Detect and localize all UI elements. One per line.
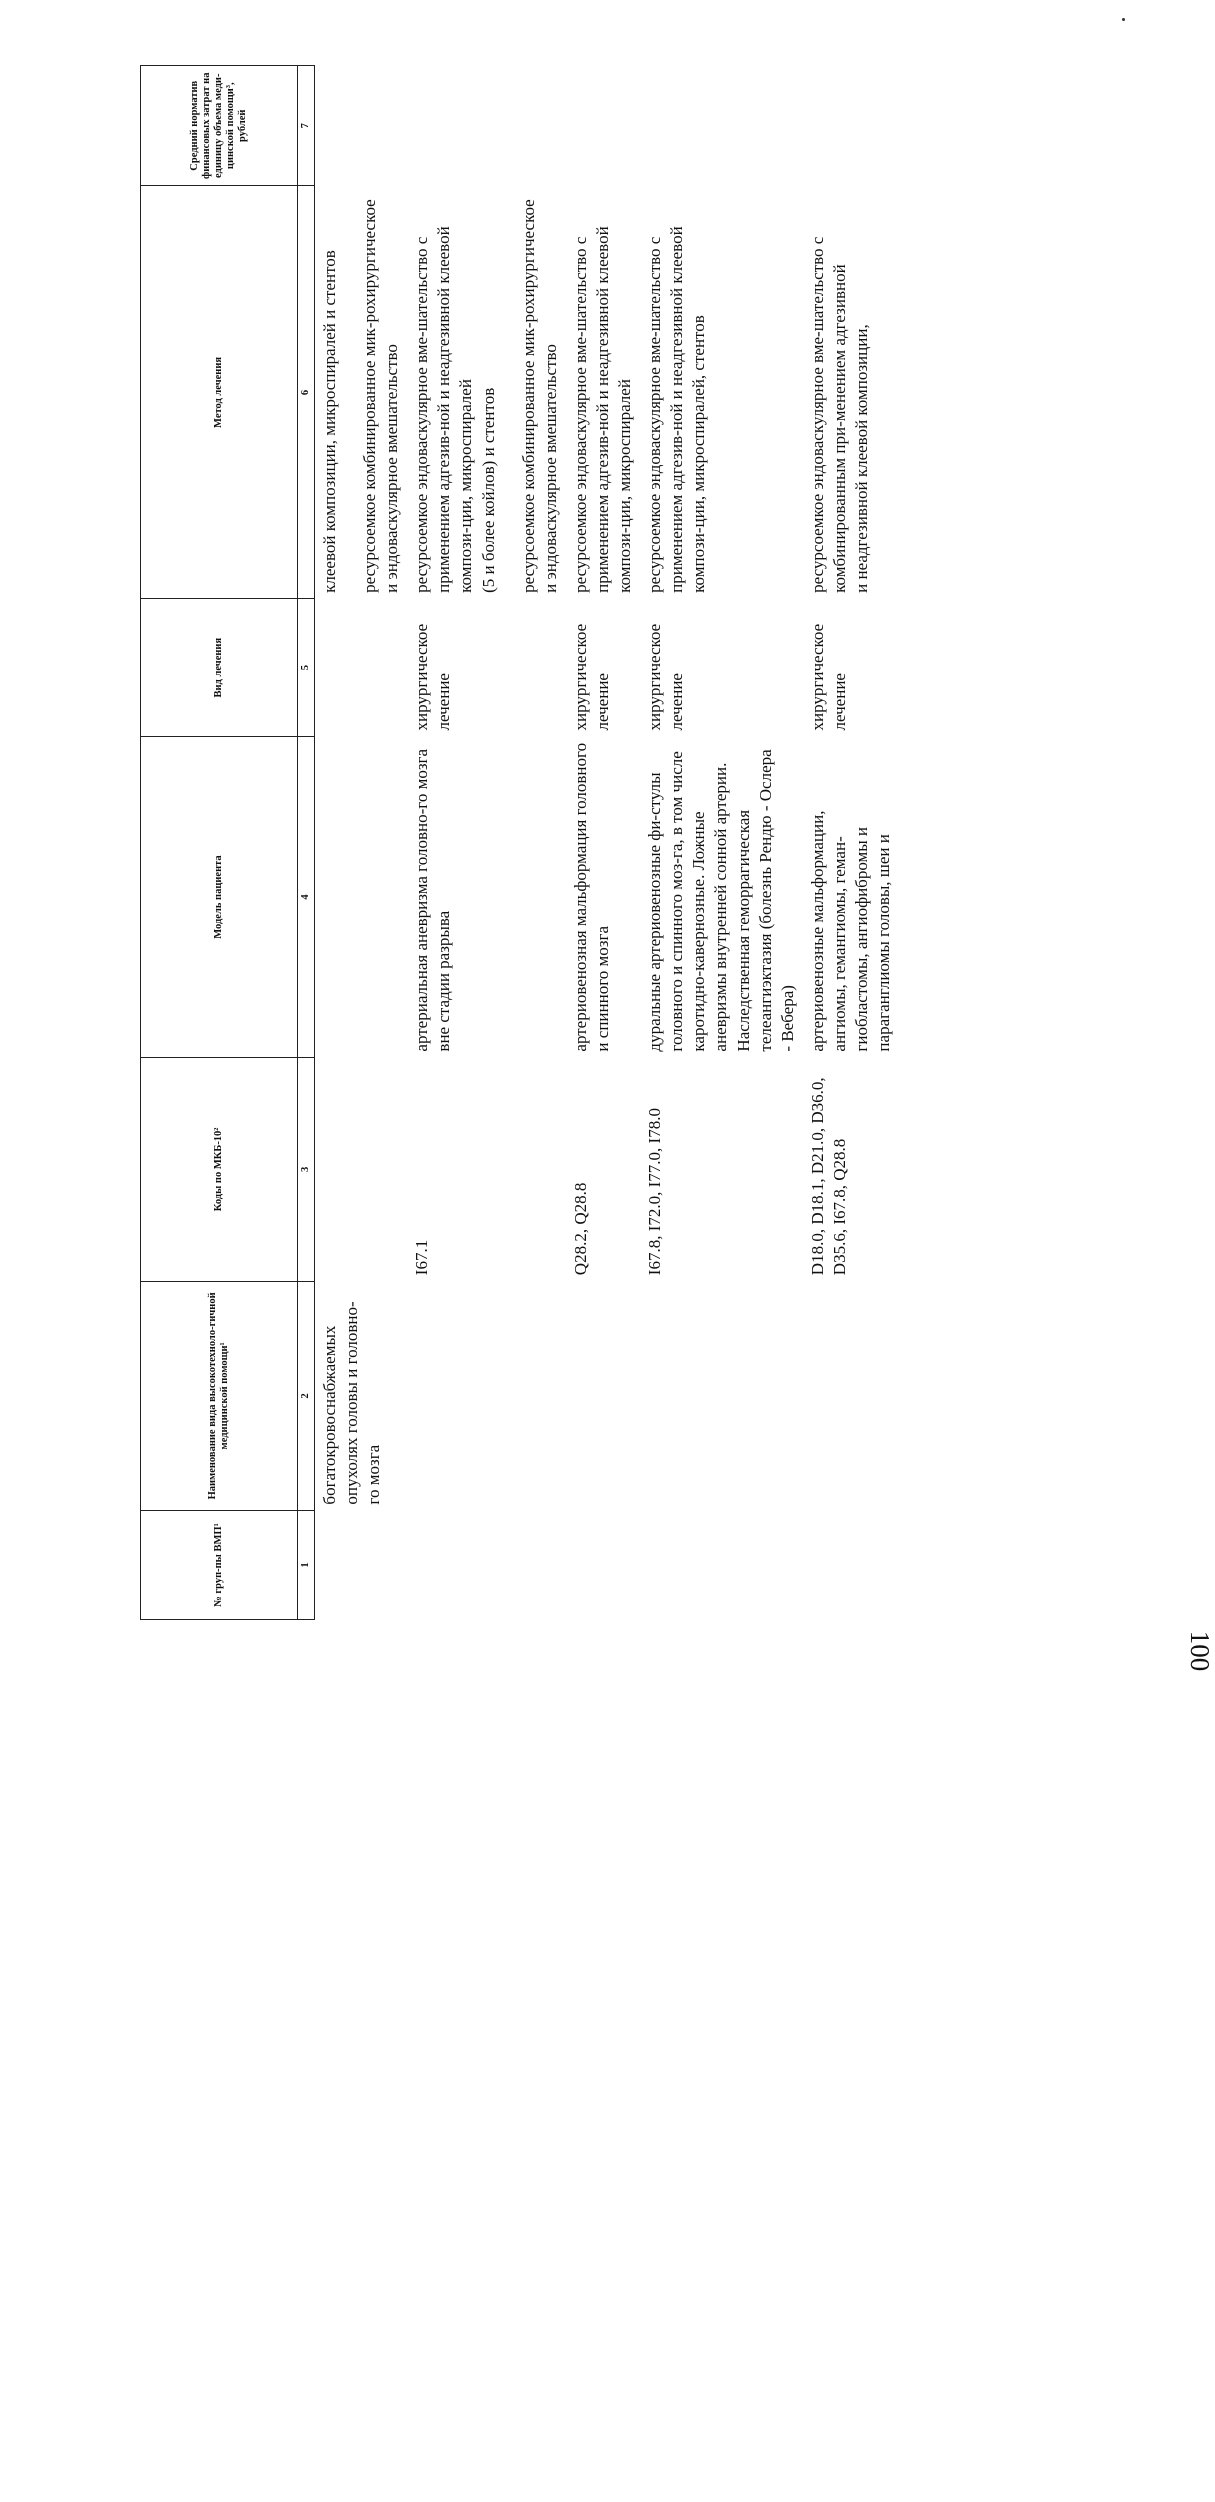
rotated-table-wrapper — [140, 65, 1145, 1620]
table-row — [640, 66, 803, 1620]
cell-group — [640, 1511, 803, 1620]
table-body — [315, 66, 900, 1620]
cell-cost — [566, 66, 640, 187]
cell-type: хирургическое лечение — [570, 623, 612, 731]
cell-group — [315, 1511, 408, 1620]
cell-cost — [803, 66, 899, 187]
table-row — [315, 66, 408, 1620]
cell-cost — [315, 66, 408, 187]
column-number: 7 — [298, 66, 315, 187]
cell-group — [803, 1511, 899, 1620]
cell-model: дуральные артериовенозные фи-стулы головного и спинного моз-га, в том числе каротидно-кавернозные. Ложные аневризмы внутренней сонной артерии. Наследственная геморрагическая телеангиэктазия (болезнь Рендю - Ослера - Вебера) — [645, 749, 797, 1052]
cell-type: хирургическое лечение — [807, 623, 849, 731]
cell-type: хирургическое лечение — [412, 623, 454, 731]
method-entry: ресурсоемкое эндоваскулярное вме-шательство с применением адгезив-ной и неадгезивной клеевой компози-ции, микроспиралей — [570, 226, 635, 593]
cell-cost — [407, 66, 566, 187]
method-entry: ресурсоемкое комбинированное мик-рохирургическое и эндоваскулярное вмешательство — [518, 199, 560, 593]
column-number: 6 — [298, 186, 315, 599]
scan-speck — [1122, 18, 1125, 21]
cell-model: артериовенозные мальформации, ангиомы, гемангиомы, геман-гиобластомы, ангиофибромы и параганглиомы головы, шеи и — [807, 810, 894, 1052]
cell-model: артериовенозная мальформация головного и спинного мозга — [570, 742, 612, 1052]
header-row — [141, 66, 298, 1620]
header-model: Модель пациента — [141, 736, 298, 1057]
table-row — [407, 66, 566, 1620]
column-number: 3 — [298, 1058, 315, 1282]
header-method: Метод лечения — [141, 186, 298, 599]
cell-method — [566, 186, 640, 599]
cell-codes: I67.1 — [412, 1239, 432, 1276]
table-row — [803, 66, 899, 1620]
page-number: 100 — [1185, 1630, 1215, 1672]
cell-name — [640, 1281, 803, 1510]
column-number: 4 — [298, 736, 315, 1057]
cell-codes: I67.8, I72.0, I77.0, I78.0 — [645, 1108, 665, 1276]
cell-method — [640, 186, 803, 599]
column-number-row — [298, 66, 315, 1620]
column-number: 1 — [298, 1511, 315, 1620]
cell-type — [315, 599, 408, 737]
method-entry: ресурсоемкое эндоваскулярное вме-шательство с применением адгезив-ной и неадгезивной клеевой компози-ции, микроспиралей, стентов — [645, 226, 709, 593]
method-entry: ресурсоемкое комбинированное мик-рохирургическое и эндоваскулярное вмешательство — [360, 199, 402, 593]
method-entry: ресурсоемкое эндоваскулярное вме-шательство с комбинированным при-менением адгезивной и неадгезивной клеевой композиции, — [807, 236, 871, 593]
method-entry: ресурсоемкое эндоваскулярное вме-шательство с применением адгезив-ной и неадгезивной клеевой компози-ции, микроспиралей (5 и более койлов) и стентов — [412, 226, 498, 593]
cell-name — [803, 1281, 899, 1510]
cell-model — [315, 736, 408, 1057]
cell-group — [407, 1511, 566, 1620]
cell-codes: Q28.2, Q28.8 — [570, 1182, 590, 1276]
cell-method — [315, 186, 408, 599]
header-type: Вид лечения — [141, 599, 298, 737]
header-group: № груп-пы ВМП¹ — [141, 1511, 298, 1620]
cell-cost — [640, 66, 803, 187]
header-name: Наименование вида высокотехноло-гичной медицинской помощи¹ — [141, 1281, 298, 1510]
cell-name — [407, 1281, 566, 1510]
column-number: 5 — [298, 599, 315, 737]
cell-group — [566, 1511, 640, 1620]
column-number: 2 — [298, 1281, 315, 1510]
cell-method — [407, 186, 566, 599]
cell-method — [803, 186, 899, 599]
cell-codes — [315, 1058, 408, 1282]
header-cost: Средний норматив финансовых затрат на единицу объема меди-цинской помощи³, рублей — [141, 66, 298, 187]
header-codes: Коды по МКБ-10² — [141, 1058, 298, 1282]
cell-name — [566, 1281, 640, 1510]
vmp-table — [140, 65, 899, 1620]
table-row — [566, 66, 640, 1620]
cell-name: богатокровоснабжаемых опухолях головы и головно-го мозга — [320, 1301, 384, 1505]
method-entry: клеевой композиции, микроспиралей и стентов — [320, 250, 339, 593]
cell-type: хирургическое лечение — [645, 623, 687, 731]
cell-codes: D18.0, D18.1, D21.0, D36.0, D35.6, I67.8, Q28.8 — [807, 1077, 849, 1276]
cell-model: артериальная аневризма головно-го мозга вне стадии разрыва — [412, 748, 454, 1052]
